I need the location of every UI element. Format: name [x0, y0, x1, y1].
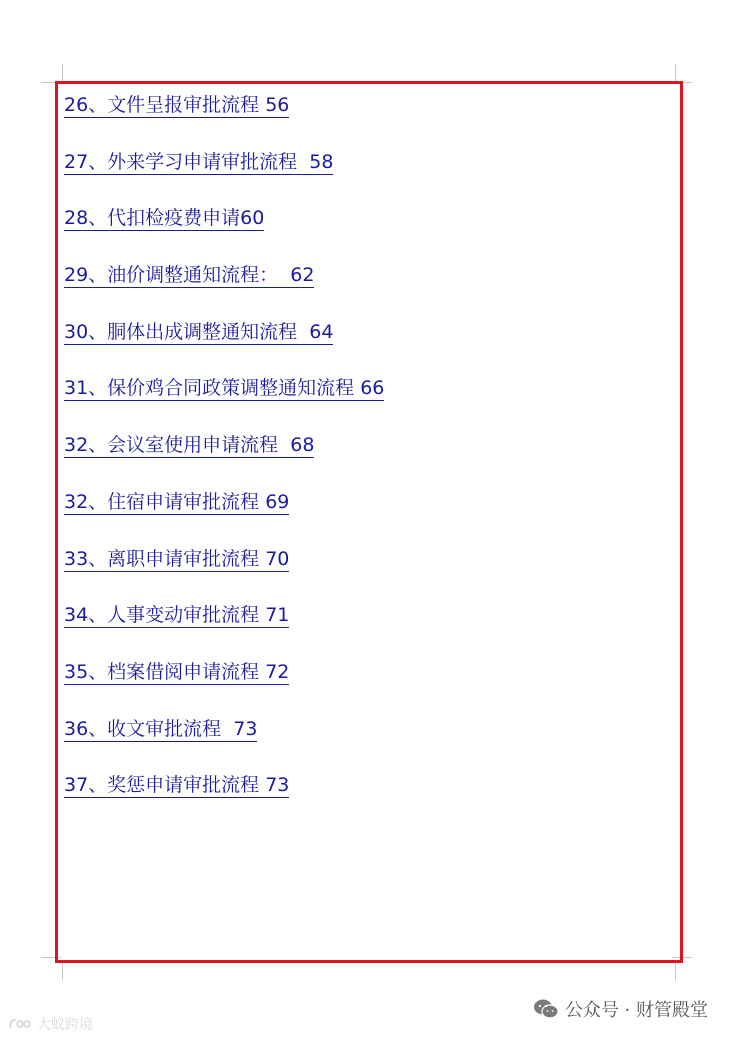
toc-link[interactable]: 34、人事变动审批流程 71 — [64, 604, 290, 627]
watermark-logo-icon — [8, 1016, 34, 1032]
table-of-contents — [64, 92, 384, 829]
toc-entry — [64, 375, 384, 432]
toc-link[interactable]: 33、离职申请审批流程 70 — [64, 547, 290, 570]
toc-entry — [64, 716, 384, 773]
crop-mark — [675, 960, 676, 980]
toc-entry — [64, 432, 384, 489]
toc-entry — [64, 319, 384, 376]
toc-entry — [64, 659, 384, 716]
watermark-text: 大蚁跨境 — [37, 1017, 93, 1033]
toc-link[interactable]: 26、文件呈报审批流程 56 — [64, 94, 290, 116]
wechat-account-text: 公众号 · 财管殿堂 — [564, 1000, 708, 1021]
toc-entry — [64, 489, 384, 546]
toc-entry — [64, 546, 384, 603]
toc-link[interactable]: 37、奖惩申请审批流程 73 — [64, 774, 290, 797]
wechat-icon — [533, 998, 559, 1020]
crop-mark — [62, 960, 63, 980]
toc-link[interactable]: 36、收文审批流程 73 — [64, 717, 258, 740]
toc-link[interactable]: 32、会议室使用申请流程 68 — [64, 434, 315, 457]
toc-link[interactable]: 31、保价鸡合同政策调整通知流程 66 — [64, 377, 385, 400]
toc-entry — [64, 205, 384, 262]
toc-link[interactable]: 32、住宿申请审批流程 69 — [64, 490, 290, 513]
watermark — [8, 1014, 93, 1034]
toc-entry — [64, 772, 384, 829]
toc-link[interactable]: 29、油价调整通知流程： 62 — [64, 264, 315, 287]
toc-entry — [64, 92, 384, 149]
toc-link[interactable]: 27、外来学习申请审批流程 58 — [64, 150, 334, 173]
toc-entry — [64, 149, 384, 206]
wechat-account-label — [533, 996, 708, 1022]
toc-entry — [64, 262, 384, 319]
toc-entry — [64, 602, 384, 659]
toc-link[interactable]: 35、档案借阅申请流程 72 — [64, 660, 290, 683]
toc-link[interactable]: 30、胴体出成调整通知流程 64 — [64, 320, 334, 343]
toc-link[interactable]: 28、代扣检疫费申请60 — [64, 207, 265, 230]
